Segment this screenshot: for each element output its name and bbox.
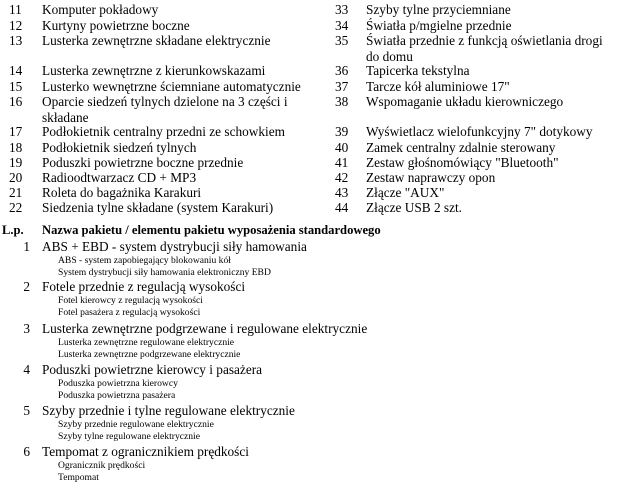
- item-number: 12: [9, 18, 23, 33]
- item-number: 44: [335, 200, 349, 215]
- item-text: Lusterko wewnętrzne ściemniane automatycznie: [42, 79, 301, 94]
- item-text: Złącze USB 2 szt.: [366, 200, 463, 215]
- package-number: 3: [23, 321, 30, 336]
- item-number: 36: [335, 63, 349, 78]
- item-text: Złącze "AUX": [366, 185, 445, 200]
- package-element: Poduszka powietrzna pasażera: [58, 390, 176, 401]
- item-number: 16: [9, 94, 23, 109]
- package-number: 2: [23, 279, 30, 294]
- item-number: 34: [335, 18, 349, 33]
- item-number: 39: [335, 124, 349, 139]
- item-number: 43: [335, 185, 349, 200]
- item-text: Szyby tylne przyciemniane: [366, 2, 511, 17]
- package-element: ABS - system zapobiegający blokowaniu kół: [58, 255, 231, 266]
- item-number: 38: [335, 94, 349, 109]
- item-text: Podłokietnik siedzeń tylnych: [42, 140, 197, 155]
- item-text: Poduszki powietrzne boczne przednie: [42, 155, 244, 170]
- item-text: Zamek centralny zdalnie sterowany: [366, 140, 556, 155]
- item-text: Wspomaganie układu kierowniczego: [366, 94, 564, 109]
- item-text: Kurtyny powietrzne boczne: [42, 18, 190, 33]
- package-element: System dystrybucji siły hamowania elektroniczny EBD: [58, 267, 271, 278]
- item-number: 17: [9, 124, 23, 139]
- package-element: Szyby tylne regulowane elektrycznie: [58, 431, 200, 442]
- item-text: Oparcie siedzeń tylnych dzielone na 3 części i składane: [42, 94, 288, 125]
- package-number: 1: [23, 239, 30, 254]
- item-number: 14: [9, 63, 23, 78]
- package-element: Poduszka powietrzna kierowcy: [58, 378, 178, 389]
- item-text: Zestaw naprawczy opon: [366, 170, 496, 185]
- header-package-name: Nazwa pakietu / elementu pakietu wyposażenia standardowego: [42, 223, 381, 237]
- item-text: Lusterka zewnętrzne składane elektrycznie: [42, 33, 271, 48]
- item-number: 13: [9, 33, 23, 48]
- item-number: 18: [9, 140, 23, 155]
- item-number: 11: [9, 2, 22, 17]
- package-name: Fotele przednie z regulacją wysokości: [42, 279, 246, 294]
- item-number: 41: [335, 155, 349, 170]
- item-text: Światła przednie z funkcją oświetlania drogi do domu: [366, 33, 603, 64]
- item-number: 33: [335, 2, 349, 17]
- package-name: Poduszki powietrzne kierowcy i pasażera: [42, 362, 263, 377]
- package-number: 6: [23, 444, 30, 459]
- item-text: Radioodtwarzacz CD + MP3: [42, 170, 197, 185]
- item-number: 21: [9, 185, 23, 200]
- item-text: Siedzenia tylne składane (system Karakuri): [42, 200, 274, 215]
- item-text: Komputer pokładowy: [42, 2, 159, 17]
- item-number: 15: [9, 79, 23, 94]
- item-text: Światła p/mgielne przednie: [366, 18, 512, 33]
- package-name: Szyby przednie i tylne regulowane elektrycznie: [42, 403, 295, 418]
- item-text: Tapicerka tekstylna: [366, 63, 470, 78]
- item-text: Wyświetlacz wielofunkcyjny 7" dotykowy: [366, 124, 593, 139]
- item-text: Podłokietnik centralny przedni ze schowkiem: [42, 124, 285, 139]
- item-number: 42: [335, 170, 349, 185]
- package-name: ABS + EBD - system dystrybucji siły hamowania: [42, 239, 307, 254]
- item-number: 35: [335, 33, 349, 48]
- item-text: Zestaw głośnomówiący "Bluetooth": [366, 155, 559, 170]
- package-number: 4: [23, 362, 30, 377]
- package-element: Fotel kierowcy z regulacją wysokości: [58, 295, 203, 306]
- package-element: Szyby przednie regulowane elektrycznie: [58, 419, 214, 430]
- item-number: 20: [9, 170, 23, 185]
- item-text: Roleta do bagażnika Karakuri: [42, 185, 202, 200]
- package-element: Fotel pasażera z regulacją wysokości: [58, 307, 201, 318]
- item-number: 40: [335, 140, 349, 155]
- package-number: 5: [23, 403, 30, 418]
- header-lp: L.p.: [2, 223, 24, 237]
- item-number: 19: [9, 155, 23, 170]
- item-number: 22: [9, 200, 23, 215]
- item-text: Tarcze kół aluminiowe 17": [366, 79, 510, 94]
- package-element: Lusterka zewnętrzne podgrzewane elektrycznie: [58, 349, 241, 360]
- package-element: Ogranicznik prędkości: [58, 460, 146, 471]
- package-element: Tempomat: [58, 472, 99, 483]
- package-element: Lusterka zewnętrzne regulowane elektrycznie: [58, 337, 235, 348]
- package-name: Tempomat z ogranicznikiem prędkości: [42, 444, 249, 459]
- package-name: Lusterka zewnętrzne podgrzewane i regulowane elektrycznie: [42, 321, 368, 336]
- item-number: 37: [335, 79, 349, 94]
- item-text: Lusterka zewnętrzne z kierunkowskazami: [42, 63, 266, 78]
